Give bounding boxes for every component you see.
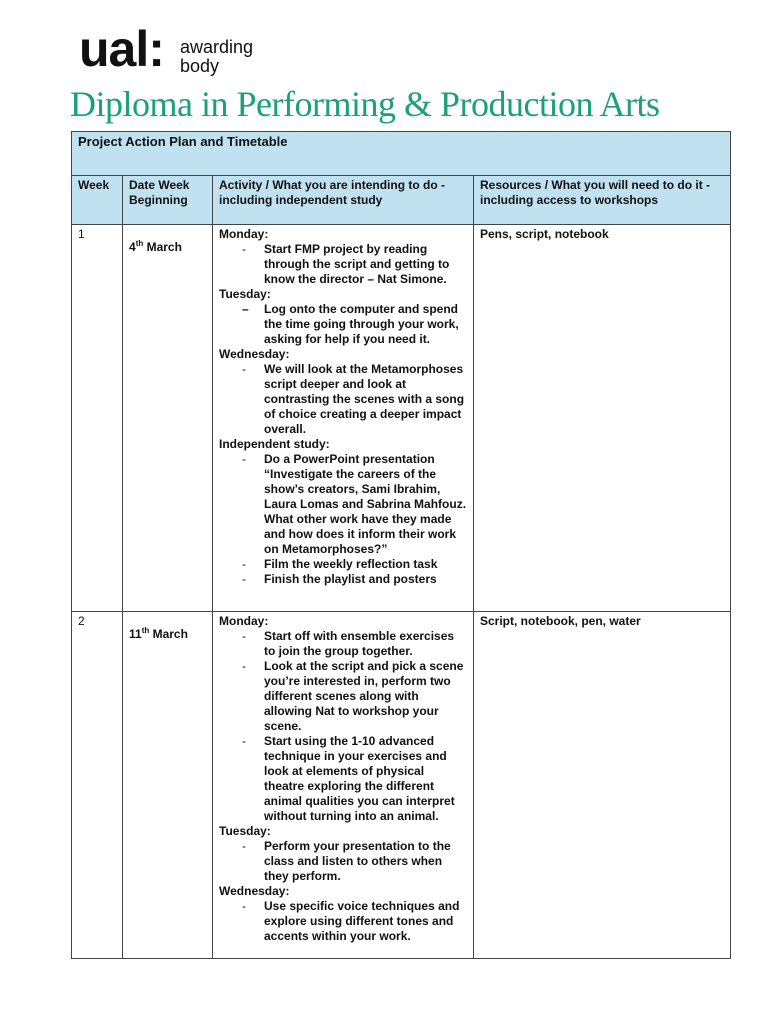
column-header-date: Date Week Beginning: [123, 176, 213, 225]
task-item: - Perform your presentation to the class and listen to others when they perform.: [264, 839, 467, 884]
task-list: [219, 362, 467, 437]
task-item: - Start off with ensemble exercises to join the group together.: [264, 629, 467, 659]
date-suffix: th: [135, 239, 144, 248]
task-list: [219, 839, 467, 884]
task-item: - Film the weekly reflection task: [264, 557, 467, 572]
day-label: Tuesday:: [219, 824, 271, 838]
task-item: - Look at the script and pick a scene you’re interested in, perform two different scenes along with allowing Nat to workshop your scene.: [264, 659, 467, 734]
date-day: 4: [129, 240, 136, 254]
action-plan-table: [71, 131, 731, 959]
task-item: - Use specific voice techniques and explore using different tones and accents within your work.: [264, 899, 467, 944]
table-row-week-1: [72, 225, 731, 612]
task-list: [219, 302, 467, 347]
day-label: Tuesday:: [219, 287, 271, 301]
column-header-resources: Resources / What you will need to do it - including access to workshops: [474, 176, 731, 225]
column-header-week: Week: [72, 176, 123, 225]
activity-cell: [213, 225, 474, 612]
task-item: - We will look at the Metamorphoses script deeper and look at contrasting the scenes with a song of choice creating a deeper impact overall.: [264, 362, 467, 437]
task-item: - Do a PowerPoint presentation “Investigate the careers of the show’s creators, Sami Ibrahim, Laura Lomas and Sabrina Mahfouz. What other work have they made and how does it inform their work on Metamorphoses?”: [264, 452, 467, 557]
task-list: [219, 242, 467, 287]
task-item: – Log onto the computer and spend the time going through your work, asking for help if you need it.: [264, 302, 467, 347]
day-label: Wednesday:: [219, 884, 290, 898]
date-suffix: th: [141, 626, 150, 635]
day-label: Wednesday:: [219, 347, 290, 361]
page-title: Diploma in Performing & Production Arts: [70, 84, 660, 124]
task-item: - Start FMP project by reading through the script and getting to know the director – Nat Simone.: [264, 242, 467, 287]
task-list: [219, 452, 467, 587]
plan-title-row: [72, 132, 731, 176]
day-label: Monday:: [219, 227, 269, 241]
day-label: Independent study:: [219, 437, 330, 451]
task-list: [219, 629, 467, 824]
task-item: - Finish the playlist and posters: [264, 572, 467, 587]
logo-line-2: body: [180, 56, 220, 76]
date-day: 11: [129, 627, 142, 641]
day-label: Monday:: [219, 614, 269, 628]
date-month: March: [146, 240, 182, 254]
date-cell: [123, 612, 213, 959]
plan-title: Project Action Plan and Timetable: [72, 132, 731, 176]
logo-mark: ual:: [79, 21, 164, 77]
task-item: - Start using the 1-10 advanced technique in your exercises and look at elements of physical theatre exploring the different animal qualities you can interpret without turning into an animal.: [264, 734, 467, 824]
column-header-activity: Activity / What you are intending to do - including independent study: [213, 176, 474, 225]
table-row-week-2: [72, 612, 731, 959]
resources-cell: Script, notebook, pen, water: [474, 612, 731, 959]
logo-wordmark: [180, 38, 253, 76]
week-cell: 1: [72, 225, 123, 612]
week-cell: 2: [72, 612, 123, 959]
activity-cell: [213, 612, 474, 959]
date-month: March: [152, 627, 188, 641]
column-header-row: [72, 176, 731, 225]
logo-line-1: awarding: [180, 37, 254, 57]
date-cell: [123, 225, 213, 612]
task-list: [219, 899, 467, 944]
resources-cell: Pens, script, notebook: [474, 225, 731, 612]
